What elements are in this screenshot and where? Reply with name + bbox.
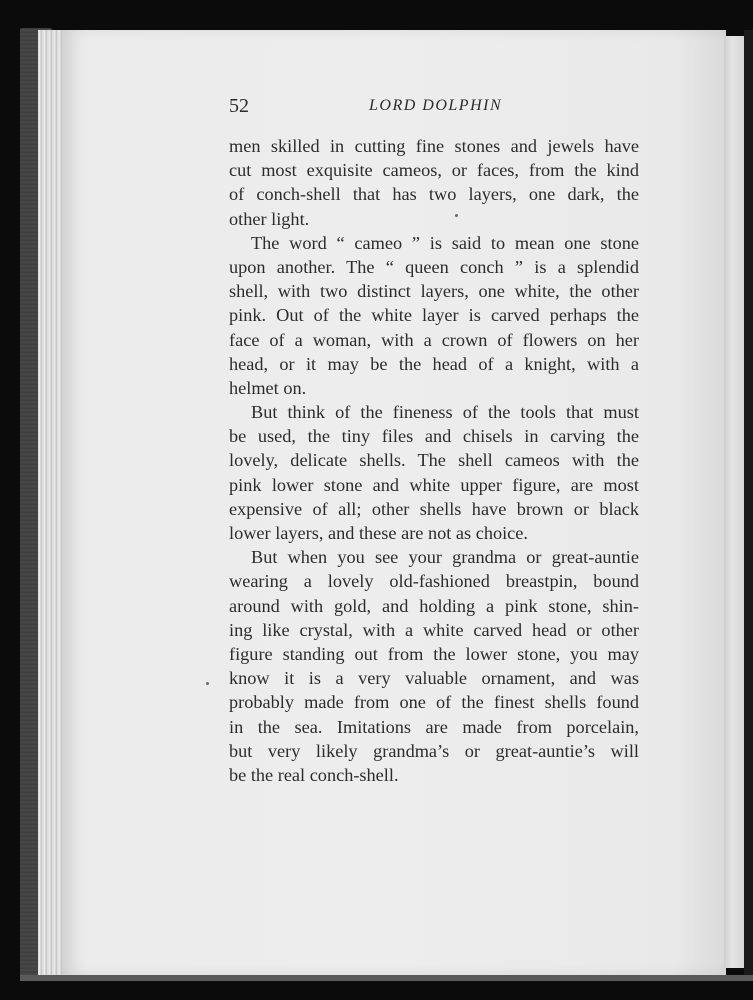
book-bottom-edge (20, 975, 753, 981)
text-line: lower layers, and these are not as choice. (229, 523, 528, 543)
page-number: 52 (229, 95, 249, 117)
text-line: ing like crystal, with a white carved head or other (229, 619, 639, 640)
text-line: around with gold, and holding a pink stone, shin- (229, 595, 639, 616)
text-line: upon another. The “ queen conch ” is a splendid (229, 256, 639, 277)
text-line: The word “ cameo ” is said to mean one stone (251, 232, 639, 253)
page-body-text (229, 134, 639, 787)
text-line: helmet on. (229, 377, 307, 398)
text-line: expensive of all; other shells have brown or black (229, 498, 639, 519)
speck-mark (455, 214, 458, 217)
text-line: probably made from one of the finest shells found (229, 692, 639, 713)
text-line: but very likely grandma’s or great-auntie’s will (229, 740, 639, 761)
text-line: wearing a lovely old-fashioned breastpin, bound (229, 571, 639, 592)
text-line: know it is a very valuable ornament, and was (229, 668, 639, 689)
text-line: figure standing out from the lower stone, you may (229, 643, 639, 664)
text-line: pink. Out of the white layer is carved perhaps the (229, 305, 639, 326)
text-line: head, or it may be the head of a knight, with a (229, 353, 639, 374)
text-line: shell, with two distinct layers, one white, the other (229, 281, 639, 302)
book-cover-right (744, 30, 753, 980)
text-line: lovely, delicate shells. The shell cameos with the (229, 450, 639, 471)
text-line: cut most exquisite cameos, or faces, from the kind (229, 160, 639, 181)
text-line: face of a woman, with a crown of flowers on her (229, 329, 639, 350)
speck-mark (206, 682, 209, 685)
text-line: be the real conch-shell. (229, 764, 399, 785)
text-line: But when you see your grandma or great-auntie (251, 547, 639, 568)
text-line: in the sea. Imitations are made from porcelain, (229, 716, 639, 737)
running-head (229, 95, 639, 123)
running-title: LORD DOLPHIN (369, 97, 503, 114)
text-line: of conch-shell that has two layers, one dark, the (229, 184, 639, 205)
text-line: But think of the fineness of the tools that must (251, 402, 639, 423)
next-page-edge (724, 36, 744, 968)
text-line: men skilled in cutting fine stones and jewels have (229, 136, 639, 156)
text-line: pink lower stone and white upper figure, are most (229, 474, 639, 495)
text-line: be used, the tiny files and chisels in carving the (229, 426, 639, 447)
text-line: other light. (229, 208, 310, 229)
